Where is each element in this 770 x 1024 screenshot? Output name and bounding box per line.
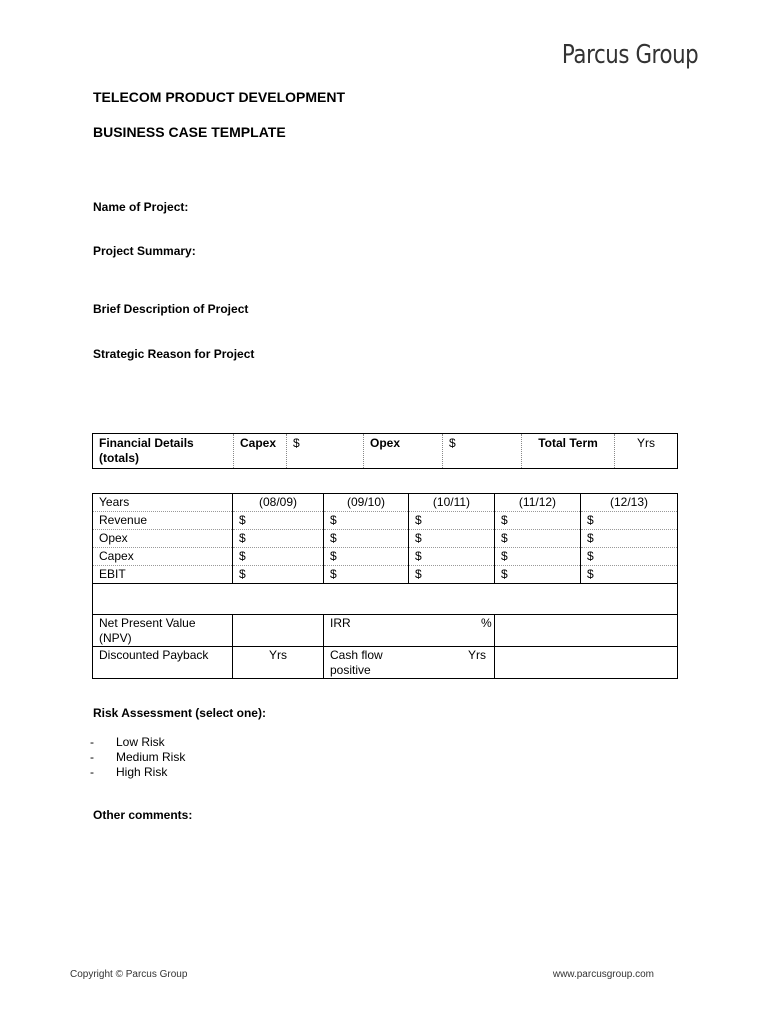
capex-cell[interactable]: $: [233, 548, 324, 566]
risk-option-label: Low Risk: [116, 735, 165, 749]
financial-details-label: Financial Details (totals): [93, 434, 234, 469]
year-header: (08/09): [233, 494, 324, 512]
year-header: (09/10): [324, 494, 409, 512]
risk-option-medium[interactable]: [90, 750, 185, 765]
ebit-cell[interactable]: $: [581, 566, 678, 584]
cashflow-unit: Yrs: [468, 648, 486, 662]
irr-field[interactable]: [324, 615, 495, 647]
revenue-cell[interactable]: $: [233, 512, 324, 530]
risk-assessment-heading: Risk Assessment (select one):: [93, 706, 266, 720]
risk-option-low[interactable]: [90, 735, 185, 750]
opex-cell[interactable]: $: [233, 530, 324, 548]
years-header: Years: [93, 494, 233, 512]
document-title: TELECOM PRODUCT DEVELOPMENT: [93, 89, 346, 105]
npv-field[interactable]: [233, 615, 324, 647]
table-row: [93, 494, 678, 512]
npv-label: Net Present Value (NPV): [93, 615, 233, 647]
capex-total-label: Capex: [234, 434, 287, 469]
spacer-row: [93, 584, 678, 615]
table-row: [93, 512, 678, 530]
financial-totals-table: [92, 433, 678, 469]
ebit-cell[interactable]: $: [495, 566, 581, 584]
discounted-payback-field[interactable]: Yrs: [233, 647, 324, 679]
ebit-cell[interactable]: $: [409, 566, 495, 584]
company-logo: Parcus Group: [561, 40, 698, 70]
risk-options-list: [90, 735, 185, 780]
capex-cell[interactable]: $: [495, 548, 581, 566]
risk-option-high[interactable]: [90, 765, 185, 780]
project-description-label: Brief Description of Project: [93, 302, 249, 316]
table-row: [93, 615, 678, 647]
project-summary-label: Project Summary:: [93, 244, 196, 258]
opex-total-field[interactable]: $: [443, 434, 522, 469]
strategic-reason-label: Strategic Reason for Project: [93, 347, 255, 361]
risk-option-label: Medium Risk: [116, 750, 186, 764]
capex-cell[interactable]: $: [409, 548, 495, 566]
capex-total-field[interactable]: $: [287, 434, 364, 469]
table-row: [93, 566, 678, 584]
revenue-cell[interactable]: $: [581, 512, 678, 530]
yearly-financials-table: [92, 493, 678, 679]
irr-unit: %: [481, 616, 492, 630]
list-bullet: -: [90, 765, 94, 779]
table-row: [93, 548, 678, 566]
table-row: [93, 647, 678, 679]
revenue-cell[interactable]: $: [409, 512, 495, 530]
cashflow-positive-field[interactable]: [324, 647, 495, 679]
total-term-label: Total Term: [522, 434, 615, 469]
irr-extra-field[interactable]: [495, 615, 678, 647]
cashflow-positive-label: Cash flow positive: [330, 648, 383, 677]
project-name-label: Name of Project:: [93, 200, 189, 214]
year-header: (10/11): [409, 494, 495, 512]
total-term-field[interactable]: Yrs: [615, 434, 678, 469]
opex-total-label: Opex: [364, 434, 443, 469]
ebit-cell[interactable]: $: [233, 566, 324, 584]
cashflow-extra-field[interactable]: [495, 647, 678, 679]
opex-cell[interactable]: $: [324, 530, 409, 548]
irr-label: IRR: [330, 616, 351, 630]
capex-cell[interactable]: $: [581, 548, 678, 566]
opex-cell[interactable]: $: [581, 530, 678, 548]
opex-cell[interactable]: $: [409, 530, 495, 548]
discounted-payback-label: Discounted Payback: [93, 647, 233, 679]
revenue-cell[interactable]: $: [495, 512, 581, 530]
table-row: [93, 530, 678, 548]
year-header: (11/12): [495, 494, 581, 512]
row-label-revenue: Revenue: [93, 512, 233, 530]
website-link[interactable]: www.parcusgroup.com: [552, 969, 654, 980]
copyright-text: Copyright © Parcus Group: [70, 969, 188, 980]
capex-cell[interactable]: $: [324, 548, 409, 566]
list-bullet: -: [90, 750, 94, 764]
document-subtitle: BUSINESS CASE TEMPLATE: [93, 124, 286, 140]
risk-option-label: High Risk: [116, 765, 168, 779]
list-bullet: -: [90, 735, 94, 749]
row-label-capex: Capex: [93, 548, 233, 566]
table-row: [93, 584, 678, 615]
year-header: (12/13): [581, 494, 678, 512]
ebit-cell[interactable]: $: [324, 566, 409, 584]
row-label-opex: Opex: [93, 530, 233, 548]
opex-cell[interactable]: $: [495, 530, 581, 548]
revenue-cell[interactable]: $: [324, 512, 409, 530]
row-label-ebit: EBIT: [93, 566, 233, 584]
other-comments-label: Other comments:: [93, 808, 193, 822]
